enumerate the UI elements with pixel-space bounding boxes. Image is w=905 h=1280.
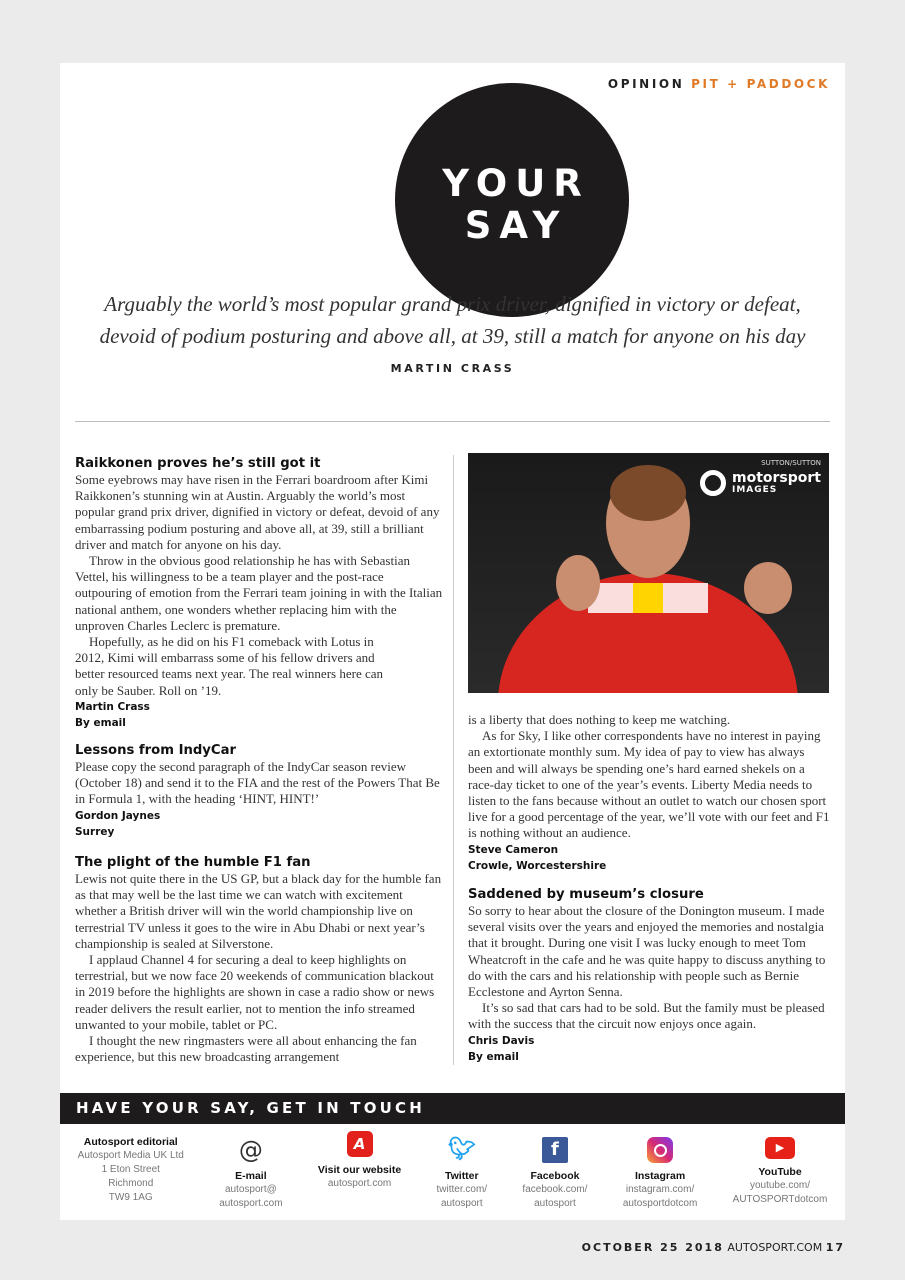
pull-quote bbox=[75, 288, 830, 352]
motorsport-images-logo bbox=[700, 470, 821, 496]
page-number: 17 bbox=[825, 1241, 845, 1254]
letter-paragraph: Some eyebrows may have risen in the Ferrari boardroom after Kimi Raikkonen’s stunning win at Austin. Arguably the world’s most popular grand prix driver, dignified in victory or defeat, devoid of any embarrassing podium posturing and above all, at 39, still a brilliant driver and match for anyone on his day. bbox=[75, 472, 440, 552]
contact-line: youtube.com/ bbox=[749, 1180, 811, 1191]
letter-headline: The plight of the humble F1 fan bbox=[75, 855, 311, 870]
letter-author: Gordon Jaynes bbox=[75, 809, 161, 822]
contact-label: Twitter bbox=[444, 1170, 479, 1182]
contact-line: autosport bbox=[534, 1198, 576, 1209]
pull-quote-line: Arguably the world’s most popular grand prix driver, dignified in victory or defeat, bbox=[104, 292, 801, 316]
divider bbox=[75, 421, 830, 422]
contact-label: Facebook bbox=[530, 1170, 580, 1182]
address-line: TW9 1AG bbox=[108, 1192, 153, 1203]
logo-text: IMAGES bbox=[732, 485, 778, 495]
address-line: Autosport Media UK Ltd bbox=[77, 1150, 184, 1161]
issue-date: OCTOBER 25 2018 bbox=[581, 1241, 724, 1254]
youtube-icon: ▶ bbox=[765, 1137, 795, 1159]
twitter-icon: 🐦︎ bbox=[447, 1137, 476, 1162]
logo-text: motorsport bbox=[732, 470, 821, 486]
contact-line: autosport.com bbox=[219, 1198, 283, 1209]
pull-quote-author: MARTIN CRASS bbox=[390, 362, 515, 375]
contact-line: twitter.com/ bbox=[436, 1184, 488, 1195]
pull-quote-line: devoid of podium posturing and above all, at 39, still a match for anyone on his day bbox=[99, 324, 806, 348]
contact-facebook[interactable] bbox=[522, 1135, 587, 1211]
contact-label: E-mail bbox=[235, 1170, 267, 1182]
facebook-icon: f bbox=[542, 1137, 568, 1163]
contact-line: instagram.com/ bbox=[625, 1184, 695, 1195]
photo-credit: SUTTON/SUTTON bbox=[761, 459, 821, 467]
letter-paragraph: I thought the new ringmasters were all about enhancing the fan experience, but this new broadcasting arrangement bbox=[75, 1033, 417, 1065]
column-divider bbox=[453, 455, 454, 1065]
page-footer bbox=[582, 1241, 845, 1254]
autosport-logo-icon: A bbox=[347, 1131, 373, 1157]
letter-headline: Raikkonen proves he’s still got it bbox=[75, 456, 321, 471]
contact-line: autosport.com bbox=[327, 1178, 392, 1189]
letter-humble-fan bbox=[75, 855, 443, 1065]
contact-label: Visit our website bbox=[317, 1164, 402, 1176]
contact-twitter[interactable] bbox=[437, 1135, 488, 1211]
contact-website[interactable] bbox=[318, 1129, 401, 1211]
letter-paragraph: Throw in the obvious good relationship he has with Sebastian Vettel, his willingness to be a team player and the post-race outpouring of emotion from the Ferrari team joining in with the Italian national anthem, one wonders whether replacing him with the unproven Charles Leclerc is premature. bbox=[75, 553, 443, 633]
letter-paragraph: As for Sky, I like other correspondents have no interest in paying an extortionate monthly sum. My idea of pay to view has always been and will always be spending one’s hard earned shekels on a race-day ticket to one of the year’s events. Liberty Media needs to listen to the fans because without an outlet to watch our chosen sport live for a good percentage of the year, we’ll vote with our feet and F1 is nothing without an audience. bbox=[468, 728, 830, 841]
editorial-label: Autosport editorial bbox=[83, 1136, 178, 1148]
contact-line: facebook.com/ bbox=[522, 1184, 588, 1195]
instagram-icon bbox=[647, 1137, 673, 1163]
letter-location: Crowle, Worcestershire bbox=[468, 859, 607, 872]
letter-headline: Saddened by museum’s closure bbox=[468, 887, 704, 902]
letter-author: Chris Davis bbox=[468, 1034, 535, 1047]
letter-paragraph: Hopefully, as he did on his F1 comeback with Lotus in 2012, Kimi will embarrass some of his fellow drivers and better resourced teams next year. The real winners here can only be Sauber. Roll on ’19. bbox=[75, 634, 384, 698]
letter-paragraph: I applaud Channel 4 for securing a deal to keep highlights on terrestrial, but we now face 20 weekends of communication blackout in 2019 before the highlights are shown in case a radio show or news reader delivers the result earlier, not to mention the info streamed unwanted to your mobile, tablet or PC. bbox=[75, 952, 435, 1032]
title-line-2: SAY bbox=[464, 204, 568, 247]
letter-paragraph: Please copy the second paragraph of the IndyCar season review (October 18) and send it to the FIA and the rest of the Powers That Be in Formula 1, with the heading ‘HINT, HINT!’ bbox=[75, 759, 440, 807]
contact-row bbox=[60, 1135, 845, 1211]
letter-location: By email bbox=[468, 1050, 519, 1063]
letter-humble-fan-continued bbox=[468, 712, 832, 874]
letter-museum bbox=[468, 887, 832, 1065]
address-line: 1 Eton Street bbox=[101, 1164, 160, 1175]
contact-line: autosportdotcom bbox=[622, 1198, 698, 1209]
contact-line: autosport@ bbox=[224, 1184, 277, 1195]
site-name: AUTOSPORT.COM bbox=[727, 1241, 823, 1254]
letter-indycar bbox=[75, 743, 443, 840]
raikkonen-podium-photo bbox=[468, 453, 829, 693]
contact-line: autosport bbox=[440, 1198, 483, 1209]
letter-paragraph: It’s so sad that cars had to be sold. But the family must be pleased with the success that the circuit now enjoys once again. bbox=[468, 1000, 825, 1032]
title-line-1: YOUR bbox=[442, 162, 590, 205]
get-in-touch-banner: HAVE YOUR SAY, GET IN TOUCH bbox=[60, 1093, 845, 1124]
letter-location: By email bbox=[75, 716, 126, 729]
letter-author: Steve Cameron bbox=[468, 843, 559, 856]
subsection-label: PIT + PADDOCK bbox=[691, 77, 830, 91]
section-label: OPINION bbox=[607, 77, 685, 91]
contact-label: YouTube bbox=[758, 1166, 802, 1178]
contact-line: AUTOSPORTdotcom bbox=[732, 1194, 828, 1205]
contact-email[interactable] bbox=[219, 1135, 282, 1211]
letter-headline: Lessons from IndyCar bbox=[75, 743, 236, 758]
letter-location: Surrey bbox=[75, 825, 115, 838]
letter-raikkonen bbox=[75, 456, 443, 731]
your-say-badge bbox=[395, 83, 629, 317]
at-icon: @ bbox=[238, 1136, 263, 1164]
letter-paragraph: So sorry to hear about the closure of the Donington museum. I made several visits over the years and enjoyed the memories and nostalgia that it brought. During one visit I was lucky enough to meet Tom Wheatcroft in the cafe and he was quite happy to discuss anything to do with the cars and his relationship with people such as Bernie Ecclestone and Ayrton Senna. bbox=[468, 903, 826, 1000]
contact-youtube[interactable] bbox=[733, 1135, 828, 1211]
address-line: Richmond bbox=[108, 1178, 154, 1189]
letter-author: Martin Crass bbox=[75, 700, 150, 713]
contact-instagram[interactable] bbox=[623, 1135, 698, 1211]
contact-label: Instagram bbox=[634, 1170, 686, 1182]
editorial-address bbox=[78, 1135, 184, 1211]
letter-paragraph: is a liberty that does nothing to keep me watching. bbox=[468, 712, 731, 727]
letter-paragraph: Lewis not quite there in the US GP, but a black day for the humble fan as that may well be the last time we can watch with excitement whether a British driver will win the world championship live on terrestrial TV unless it goes to the wire in Abu Dhabi or next year’s championship is sealed at Silverstone. bbox=[75, 871, 442, 951]
section-kicker bbox=[608, 77, 830, 91]
